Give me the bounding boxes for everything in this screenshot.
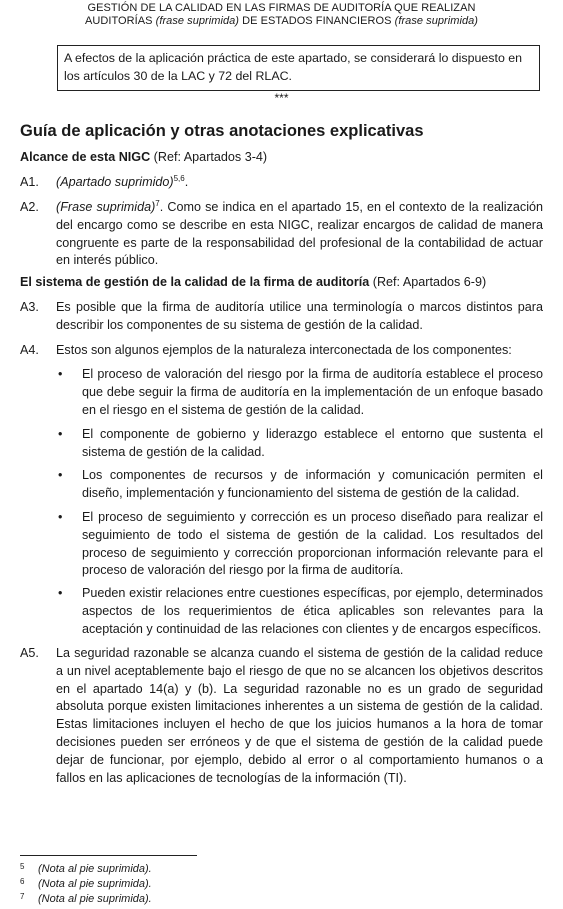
bullet-text: El proceso de valoración del riesgo por la firma de auditoría establece el proceso que debe seguir la firma de auditoría en la implementación de un enfoque basado en el riesgo en el sistema de gestión de la calidad.	[82, 367, 543, 417]
paragraph-number: A2.	[20, 200, 39, 214]
header-italic: (frase suprimida)	[155, 15, 239, 27]
subheading-title: Alcance de esta NIGC	[20, 150, 151, 164]
bullet-text: El proceso de seguimiento y corrección es un proceso diseñado para realizar el seguimiento de todo el sistema de gestión de la calidad. Los resultados del proceso de seguimiento y corrección proporcionan información relevante para el proceso de valoración del riesgo por la firma de auditoría.	[82, 510, 543, 578]
paragraph-text: La seguridad razonable se alcanza cuando el sistema de gestión de la calidad reduce a un nivel aceptablemente bajo el riesgo de que no se alcancen los objetivos descritos en el apartado 14(a) y (b). La seguridad razonable no es un grado de seguridad absoluta porque existen limitaciones inherentes a un sistema de gestión de la calidad. Estas limitaciones incluyen el hecho de que los juicios humanos a la hora de tomar decisiones pueden ser erróneos y de que el sistema de gestión de la calidad puede dejar de funcionar, por ejemplo, debido al error o al comportamiento humanos o a fallos en las aplicaciones de tecnologías de la información (TI).	[56, 646, 543, 785]
footnote-text: (Nota al pie suprimida).	[38, 893, 152, 905]
paragraph-text	[56, 199, 543, 270]
subheading-title: El sistema de gestión de la calidad de la firma de auditoría	[20, 275, 370, 289]
header-line-1: GESTIÓN DE LA CALIDAD EN LAS FIRMAS DE AUDITORÍA QUE REALIZAN	[87, 2, 476, 14]
paragraph-text: Estos son algunos ejemplos de la naturaleza interconectada de los componentes:	[56, 343, 512, 357]
header-italic: (frase suprimida)	[394, 15, 479, 27]
footnote-number: 6	[20, 877, 25, 886]
header-line-2	[0, 15, 563, 28]
scope-subheading	[20, 148, 267, 166]
paragraph-number: A3.	[20, 300, 39, 314]
footnote-text: (Nota al pie suprimida).	[38, 878, 152, 890]
footnote-ref: 7	[155, 198, 160, 208]
bullet-text: Los componentes de recursos y de información y comunicación permiten el diseño, implementación y funcionamiento del sistema de gestión de la calidad.	[82, 468, 543, 500]
bullet-text: El componente de gobierno y liderazgo establece el entorno que sustenta el sistema de gestión de la calidad.	[82, 427, 543, 459]
bullet-marker: •	[58, 586, 63, 600]
bullet-marker: •	[58, 427, 63, 441]
bullet-marker: •	[58, 510, 63, 524]
subheading-ref: (Ref: Apartados 6-9)	[369, 275, 487, 289]
running-header	[0, 2, 563, 28]
section-heading: Guía de aplicación y otras anotaciones explicativas	[20, 122, 424, 140]
boxed-note: A efectos de la aplicación práctica de este apartado, se considerará lo dispuesto en los artículos 30 de la LAC y 72 del RLAC.	[57, 45, 540, 91]
italic-text: (Frase suprimida)	[56, 200, 156, 214]
separator: ***	[274, 91, 289, 105]
subheading-ref: (Ref: Apartados 3-4)	[150, 150, 268, 164]
header-text: DE ESTADOS FINANCIEROS	[239, 15, 395, 27]
paragraph-text	[56, 174, 543, 192]
bullet-marker: •	[58, 367, 63, 381]
footnote-divider	[20, 855, 197, 856]
bullet-text: Pueden existir relaciones entre cuestiones específicas, por ejemplo, determinados aspectos de los requerimientos de ética aplicables son relevantes para la aceptación y continuidad de las relaciones con clientes y de encargos específicos.	[82, 586, 543, 636]
paragraph-number: A1.	[20, 175, 39, 189]
italic-text: (Apartado suprimido)	[56, 175, 174, 189]
punctuation: .	[184, 175, 189, 189]
footnote-number: 7	[20, 892, 25, 901]
body-text: . Como se indica en el apartado 15, en el contexto de la realización del encargo como se describe en esta NIGC, realizar encargos de calidad de manera congruente es parte de la responsabilidad del profesional de la contabilidad de actuar en interés público.	[56, 200, 544, 268]
footnote-ref: 5,6	[173, 173, 185, 183]
paragraph-number: A5.	[20, 646, 39, 660]
paragraph-number: A4.	[20, 343, 39, 357]
footnote-number: 5	[20, 862, 25, 871]
footnote-text: (Nota al pie suprimida).	[38, 863, 152, 875]
paragraph-text: Es posible que la firma de auditoría utilice una terminología o marcos distintos para describir los componentes de su sistema de gestión de la calidad.	[56, 300, 543, 332]
header-text: AUDITORÍAS	[84, 15, 156, 27]
system-subheading	[20, 273, 486, 291]
bullet-marker: •	[58, 468, 63, 482]
